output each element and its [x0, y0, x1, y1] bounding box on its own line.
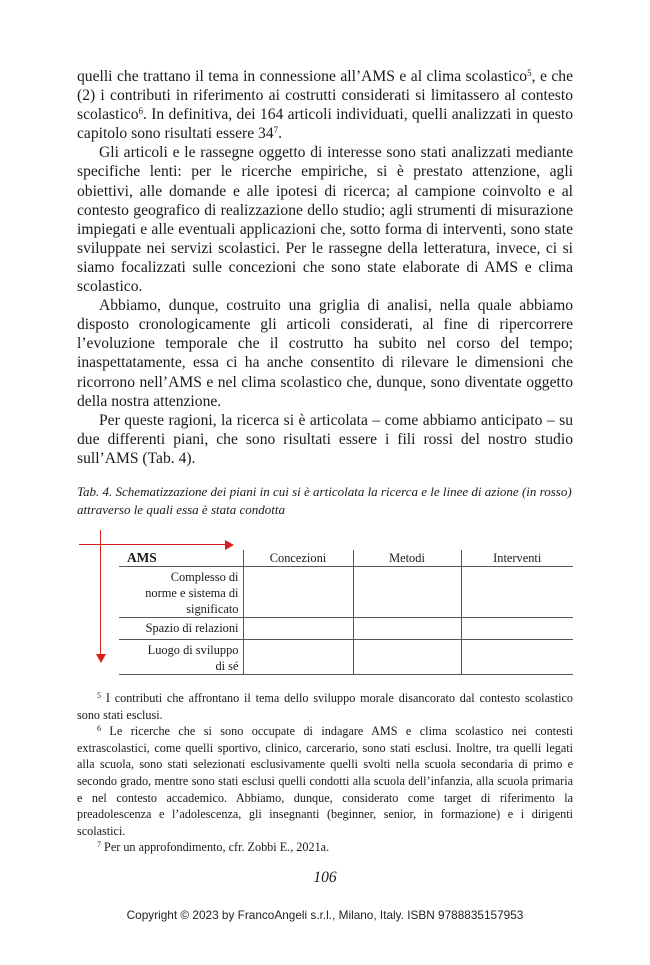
footnote-number: 7: [97, 840, 101, 850]
main-body-text: [77, 67, 573, 468]
footnote-text: Le ricerche che si sono occupate di indagare AMS e clima scolastico nei contesti extrascolastici, come quelli sportivo, clinico, carcerario, sono stati esclusi. Inoltre, tra quelli legati alla scuola, sono stati selezionati esclusivamente quelli svolti nella scuola secondaria di primo e secondo grado, mentre sono stati esclusi quelli condotti alla scuola dell’infanzia, alla scuola primaria e nel contesto accademico. Abbiamo, dunque, considerato come target di riferimento la preadolescenza e l’adolescenza, gli insegnanti (beginner, senior, in formazione) e i dirigenti scolastici.: [77, 724, 573, 838]
arrow-down-icon: [96, 654, 106, 663]
table-cell: [353, 640, 461, 675]
footnote-number: 6: [97, 724, 101, 734]
table-4-figure: [77, 530, 573, 673]
row-label-line: Complesso di: [170, 570, 239, 584]
row-label-line: Spazio di relazioni: [145, 621, 239, 635]
row-label-line: Luogo di sviluppo: [147, 643, 239, 657]
table-row: [119, 640, 573, 675]
row-label-line: di sé: [215, 659, 239, 673]
footnote-5: [77, 690, 573, 723]
table-cell: [461, 567, 573, 618]
table-cell: [243, 618, 353, 640]
table-cell: [353, 567, 461, 618]
row-label-norme: [119, 567, 243, 618]
table-caption: Tab. 4. Schematizzazione dei piani in cui si è articolata la ricerca e le linee di azione (in rosso) attraverso le quali essa è stata condotta: [77, 484, 572, 517]
table-row: [119, 567, 573, 618]
paragraph-1-text-a: quelli che trattano il tema in connessione all’AMS e al clima scolastico: [77, 68, 528, 85]
row-label-line: norme e sistema di: [145, 586, 239, 600]
footnote-7: [77, 839, 573, 856]
paragraph-1-text-d: .: [278, 125, 283, 143]
table-corner-ams: AMS: [119, 550, 243, 567]
row-label-line: significato: [186, 602, 239, 616]
table-cell: [353, 618, 461, 640]
table-cell: [461, 618, 573, 640]
page-number: 106: [313, 869, 337, 886]
column-header-concezioni: Concezioni: [243, 550, 353, 567]
footnote-ref-6[interactable]: 6: [138, 106, 143, 117]
footnote-text: I contributi che affrontano il tema dello sviluppo morale disancorato dal contesto scolastico sono stati esclusi.: [77, 691, 573, 722]
table-row: [119, 618, 573, 640]
paragraph-2: Gli articoli e le rassegne oggetto di interesse sono stati analizzati mediante specifiche lenti: per le ricerche empiriche, si è prestato attenzione, agli obiettivi, alle domande e alle ipotesi di ricerca; al campione coinvolto e al contesto geografico di realizzazione dello studio; agli strumenti di misurazione impiegati e alle eventuali applicazioni che, sotto forma di interventi, sono state sviluppate nei servizi scolastici. Per le rassegne della letteratura, invece, ci si siamo focalizzati sulle concezioni che sono state elaborate di AMS e clima scolastico.: [77, 144, 573, 296]
footnote-text: Per un approfondimento, cfr. Zobbi E., 2021a.: [101, 840, 330, 855]
footnote-number: 5: [97, 691, 101, 700]
paragraph-4: Per queste ragioni, la ricerca si è articolata – come abbiamo anticipato – su due differenti piani, che sono risultati essere i fili rossi del nostro studio sull’AMS (Tab. 4).: [77, 411, 573, 467]
footnote-6: [77, 723, 573, 839]
paragraph-1: [77, 67, 573, 143]
paragraph-1-text-b: , e che (2) i contributi in riferimento ai costrutti considerati si limitassero al contesto scolastico: [77, 68, 573, 124]
analysis-grid-table: [119, 550, 573, 675]
footnote-ref-5[interactable]: 5: [527, 68, 532, 78]
table-header-row: [119, 550, 573, 567]
copyright-notice: Copyright © 2023 by FrancoAngeli s.r.l., Milano, Italy. ISBN 9788835157953: [126, 908, 524, 922]
table-cell: [243, 567, 353, 618]
footnote-ref-7[interactable]: 7: [273, 125, 279, 136]
paragraph-3: Abbiamo, dunque, costruito una griglia di analisi, nella quale abbiamo disposto cronologicamente gli articoli considerati, al fine di ripercorrere l’evoluzione temporale che il costrutto ha subito nel corso del tempo; inaspettatamente, essa ci ha anche consentito di rilevare le dimensioni che ricorrono nell’AMS e nel clima scolastico che, dunque, sono diventate oggetto della nostra attenzione.: [77, 297, 573, 410]
arrow-right-icon: [225, 540, 234, 550]
column-header-interventi: Interventi: [461, 550, 573, 567]
paragraph-1-text-c: . In definitiva, dei 164 articoli individuati, quelli analizzati in questo capitolo sono risultati essere 34: [77, 106, 573, 143]
row-label-sviluppo: [119, 640, 243, 675]
footnotes-section: [77, 690, 573, 856]
column-header-metodi: Metodi: [353, 550, 461, 567]
row-label-relazioni: [119, 618, 243, 640]
table-cell: [243, 640, 353, 675]
table-cell: [461, 640, 573, 675]
vertical-red-arrow-line: [100, 530, 101, 657]
